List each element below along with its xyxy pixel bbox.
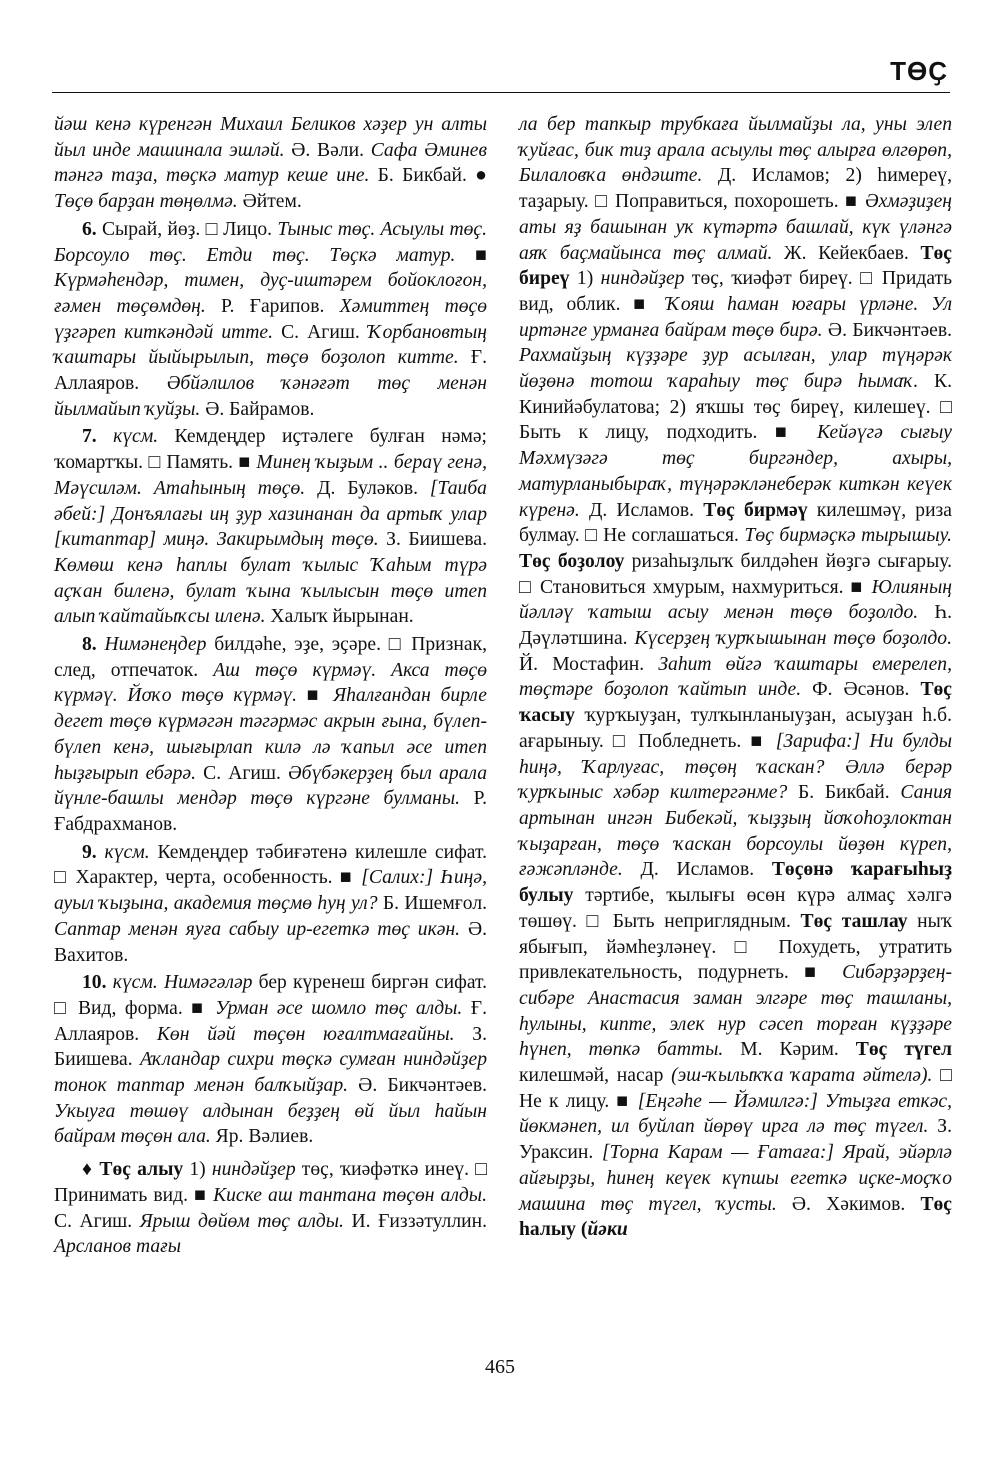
gloss-run: Ғ. Аллаяров.	[54, 347, 488, 395]
example-run: ла бер тапкыр трубкаға йылмайҙы ла, уны элеп ҡуйғас, бик тиҙ арала асыулы төҫ алырға өлгөрөп, Билаловҡа өндәште.	[519, 114, 952, 187]
example-run: (эш-ҡылыҡҡа ҡарата әйтелә).	[671, 1065, 933, 1087]
gloss-run: Ж. Кейекбаев.	[772, 242, 921, 264]
entry-phraseology	[54, 1157, 487, 1260]
example-run: [Зарифа:] Ни булды һиңә, Ҡарлуғас, төҫөң ҡаскан? Әллә берәр ҡурҡыныс хәбәр килтергәнме?	[519, 730, 953, 804]
example-run: күсм.	[112, 972, 158, 994]
example-run: Күрмәһендәр, тимен, дуҫ-иштәрем бойоклоғон, ғәмен төҫөмдөң.	[54, 270, 487, 317]
gloss-run: С. Агиш.	[196, 762, 289, 784]
gloss-run: Б. Бикбай. ●	[369, 165, 488, 187]
example-run: Саптар менән яуға сабыу ир-егеткә төҫ икән.	[54, 918, 461, 940]
left-column	[54, 112, 487, 1260]
gloss-run: Ә. Хәкимов.	[776, 1193, 921, 1215]
gloss-run: ♦	[82, 1159, 100, 1181]
example-run: Тыныс төҫ. Асыулы төҫ. Борсоуло төҫ. Етди төҫ. Төҫкә матур.	[54, 218, 487, 266]
gloss-run: Ә. Бикчәнтәев.	[822, 319, 952, 341]
gloss-run: ныҡ ябығып, йәмһеҙләнеү. □ Похудеть, утратить привлекательность, подурнеть. ■	[519, 910, 952, 984]
gloss-run: Ә. Байрамов.	[200, 398, 315, 420]
example-run: [Таиба әбей:] Донъялағы иң ҙур хазинанан да артыҡ улар [китаптар] миңә. Закирымдың төҫө.	[54, 477, 487, 551]
example-run: Көн йәй төҫөн юғалтмағайны.	[156, 1023, 455, 1045]
headword-run: 6.	[82, 218, 97, 240]
headword-run: Төҫ һалыу (	[519, 1193, 952, 1241]
gloss-run: С. Агиш.	[54, 1210, 140, 1232]
gloss-run: С. Агиш.	[273, 321, 368, 343]
example-run: Хәмиттең төҫө үҙгәреп киткәндәй итте.	[54, 295, 488, 343]
example-run: ниндәйҙер	[600, 268, 685, 290]
gloss-run: З. Биишева.	[54, 1023, 487, 1071]
gloss-run: Д. Исламов; 2) һимереү, таҙарыу. □ Поправиться, похорошеть. ■	[519, 165, 952, 213]
gloss-run: Һ. Дәүләтшина.	[519, 602, 952, 650]
gloss-run: З. Ураксин.	[519, 1116, 952, 1164]
example-run: Күсерҙең ҡурҡышынан төҫө боҙолдо.	[634, 628, 952, 650]
right-column	[519, 112, 952, 1243]
gloss-run: төҫ, ҡиәфәт биреү. □ Придать вид, облик. ■	[519, 268, 953, 315]
example-run: Заһит өйгә ҡаштары емерелеп, төҫтәре боҙолоп ҡайтып инде.	[519, 653, 952, 701]
example-run: Юлияның йәлләү ҡатыш асыу менән төҫө боҙолдо.	[519, 576, 952, 624]
example-run: [Торна Карам — Ғатаға:] Ярай, эйәрлә айғырҙы, һинең кеүек күпшы егеткә иҫке-моҫҡо машина төҫ түгел, ҡусты.	[519, 1142, 953, 1215]
example-run: [Еңгәһе — Йәмилгә:] Утыҙға еткәс, йөкмәнеп, ил буйлап йөрөү ирга лә төҫ түгел.	[519, 1090, 952, 1138]
entry-sense-7	[54, 424, 487, 630]
running-headword: ТӨҪ	[890, 56, 948, 86]
headword-run: 7.	[82, 426, 97, 448]
headword-run: Төҫ боҙолоу	[519, 550, 625, 572]
example-run: күсм.	[104, 841, 150, 863]
gloss-run: З. Биишева.	[378, 529, 487, 551]
gloss-run: Ә. Бикчәнтәев.	[348, 1075, 487, 1097]
gloss-run: Кемдеңдер тәбиғәтенә килешле сифат. □ Характер, черта, особенность. ■	[54, 841, 487, 889]
headword-run: Төҫ биреү	[519, 242, 952, 290]
gloss-run: төҫ, ҡиәфәткә инеү. □ Принимать вид. ■	[54, 1159, 487, 1206]
example-run: Әбүбәкерҙең был арала йүнле-башлы мендәр төҫө күргәне булманы.	[54, 762, 487, 810]
gloss-run	[97, 842, 105, 863]
entry-sense-10	[54, 970, 487, 1150]
gloss-run: Ф. Әсәнов.	[801, 679, 921, 701]
headword-run: Төҫ түгел	[855, 1039, 952, 1061]
gloss-run: Й. Мостафин.	[519, 653, 659, 675]
gloss-run	[97, 426, 113, 447]
example-run: Ярыш дөйөм төҫ алды.	[139, 1210, 344, 1232]
headword-run: йәки	[587, 1219, 628, 1241]
gloss-run: Ә. Вахитов.	[54, 918, 487, 966]
gloss-run: билдәһе, эҙе, эҫәре. □ Признак, след, отпечаток.	[54, 634, 487, 681]
gloss-run: Ә. Вәли.	[284, 139, 371, 161]
gloss-run: Д. Исламов.	[579, 499, 704, 521]
gloss-run: Халыҡ йырынан.	[265, 606, 414, 628]
gloss-run: Кемдеңдер иҫтәлеге булған нәмә; ҡомартҡы. □ Память. ■	[54, 426, 487, 474]
gloss-run: Сырай, йөҙ. □ Лицо.	[96, 218, 278, 240]
headword-run: Төҫ бирмәү	[703, 499, 808, 521]
gloss-run: Р. Ғарипов.	[205, 295, 340, 317]
example-run: Көмөш кенә һаплы булат ҡылыс Ҡаһым түрә аҫҡан биленә, булат ҡына ҡылысын төҫө итеп алып ҡайтайыҡсы иленә.	[54, 554, 487, 628]
gloss-run: бер күренеш биргән сифат. □ Вид, форма. ■	[54, 972, 487, 1019]
gloss-run: килешмәү, риза булмау. □ Не соглашаться.	[519, 499, 952, 547]
gloss-run: Әйтем.	[237, 191, 302, 213]
example-run: Минең ҡыҙым .. бераү генә, Мәүсиләм. Атаһының төҫө.	[54, 452, 488, 499]
example-run: Әбйәлилов ҡәнәғәт төҫ менән йылмайып ҡуйҙы.	[54, 373, 487, 420]
gloss-run: Яр. Вәлиев.	[210, 1126, 314, 1148]
example-run: Аш төҫө күрмәү. Акса төҫө күрмәү. Йоҡо төҫө күрмәү.	[54, 659, 488, 707]
example-run: Урман әсе шомло төҫ алды.	[215, 997, 463, 1019]
headword-run: 10.	[82, 972, 107, 994]
gloss-run: Ғ. Аллаяров.	[54, 997, 488, 1045]
example-run: Сания артынан ингән Бибекәй, ҡыҙҙың йоҡоһоҙлоктан ҡыҙарған, төҫө ҡаскан борсоулы йөҙөн күреп, ғәжәпләнде.	[519, 782, 952, 881]
entry-continuation	[519, 112, 952, 1243]
gloss-run: ■	[455, 244, 487, 266]
gloss-run: К. Кинийәбулатова; 2) яҡшы төҫ биреү, килешеү. □ Быть к лицу, подходить. ■	[519, 371, 952, 444]
example-run: Арсланов тағы	[54, 1236, 182, 1258]
example-run: ниндәйҙер	[211, 1159, 296, 1181]
entry-paragraph	[54, 112, 487, 215]
example-run: Яһалғандан бирле дегет төҫө күрмәгән тәгәрмәс акрын ғына, бүлеп-бүлеп кенә, шығырлап килә лә ҡапыл әсе итеп һыҙғырып ебәрә.	[54, 685, 487, 784]
gloss-run: Д. Исламов.	[622, 859, 772, 881]
gloss-run: Б. Бикбай.	[787, 782, 901, 804]
gloss-run: Р. Ғабдрахманов.	[54, 788, 488, 835]
entry-sense-6	[54, 217, 487, 423]
gloss-run: тәртибе, ҡылығы өсөн күрә алмаҫ хәлгә төшөү. □ Быть неприглядным.	[519, 885, 952, 932]
example-run: Нимәнеңдер	[104, 634, 207, 656]
headword-run: Төҫөнә ҡарағыһыҙ булыу	[519, 859, 952, 907]
gloss-run: □ Не к лицу. ■	[519, 1065, 952, 1112]
example-run: Ҡорбановтың ҡаштары йыйырылып, төҫө боҙолоп китте.	[54, 321, 487, 369]
header-rule	[52, 92, 950, 93]
headword-run: Төҫ алыу	[99, 1159, 184, 1181]
example-run: Әхмәҙиҙең аты яҙ башынан уҡ күтәртә башлай, күк үләнгә аяҡ баҫмайынса төҫ алмай.	[519, 191, 952, 264]
example-run: [Салих:] Һиңә, ауыл ҡыҙына, академия төҫмө һуң ул?	[54, 867, 487, 915]
gloss-run: 1)	[569, 268, 601, 290]
gloss-run: ■	[297, 685, 334, 707]
gloss-run: ҡурҡыуҙан, тулҡынланыуҙан, асыуҙан һ.б. ағарыныу. □ Побледнеть. ■	[519, 705, 952, 752]
example-run: Аҡландар сихри төҫкә сумған ниндәйҙер тонок таптар менән балҡыйҙар.	[54, 1049, 487, 1097]
headword-run: Төҫ ҡасыу	[519, 679, 952, 727]
example-run: Укыуға төшөү алдынан беҙҙең өй йыл һайын байрам төҫөн ала.	[54, 1100, 487, 1148]
gloss-run: Б. Ишемғол.	[377, 893, 487, 915]
example-run: Сафа Әминев тәнгә таҙа, төҫкә матур кеше ине.	[54, 139, 487, 187]
example-run: Сибәрҙәрҙең-сибәре Анастасия заман элгәре төҫ ташланы, һулыны, кипте, элек нур сәсеп торған күҙҙәре һүнеп, төпкә батты.	[519, 962, 952, 1061]
gloss-run: И. Ғиззәтуллин.	[343, 1210, 487, 1232]
example-run: Төҫө барҙан төңөлмә.	[54, 191, 238, 213]
example-run: Нимәгәләр	[163, 972, 253, 994]
gloss-run: 1)	[183, 1159, 212, 1181]
example-run: йәш кенә күренгән Михаил Беликов хәҙер ун алты йыл инде машинала эшләй.	[54, 114, 487, 161]
entry-sense-8	[54, 632, 487, 838]
example-run: Киске аш тантана төҫөн алды.	[213, 1184, 487, 1206]
gloss-run: ризаһыҙлыҡ билдәһен йөҙгә сығарыу. □ Становиться хмурым, нахмуриться. ■	[519, 550, 952, 598]
gloss-run: М. Кәрим.	[723, 1039, 856, 1061]
headword-run: 9.	[82, 841, 97, 863]
gloss-run: Д. Буләков.	[305, 477, 430, 499]
entry-sense-9	[54, 840, 487, 969]
example-run: Рахмайҙың күҙҙәре ҙур асылған, улар түңәрәк йөҙөнә тотош ҡараһыу төҫ бирә һымаҡ.	[519, 345, 952, 393]
headword-run: Төҫ ташлау	[800, 910, 908, 932]
example-run: Ҡояш һаман юғары үрләне. Ул иртәнге урманға байрам төҫө бирә.	[519, 293, 952, 341]
example-run: күсм.	[113, 426, 159, 448]
headword-run: 8.	[82, 634, 97, 656]
gloss-run: килешмәй, насар	[519, 1065, 672, 1087]
example-run: Төҫ бирмәҫкә тырышыу.	[744, 525, 952, 547]
example-run: Кейәүгә сығыу Мәхмүзәгә төҫ биргәндер, ахыры, матурланыбыраҡ, түңәрәкләнеберәк киткән кеүек күренә.	[519, 422, 952, 521]
page-number: 465	[485, 1356, 515, 1378]
